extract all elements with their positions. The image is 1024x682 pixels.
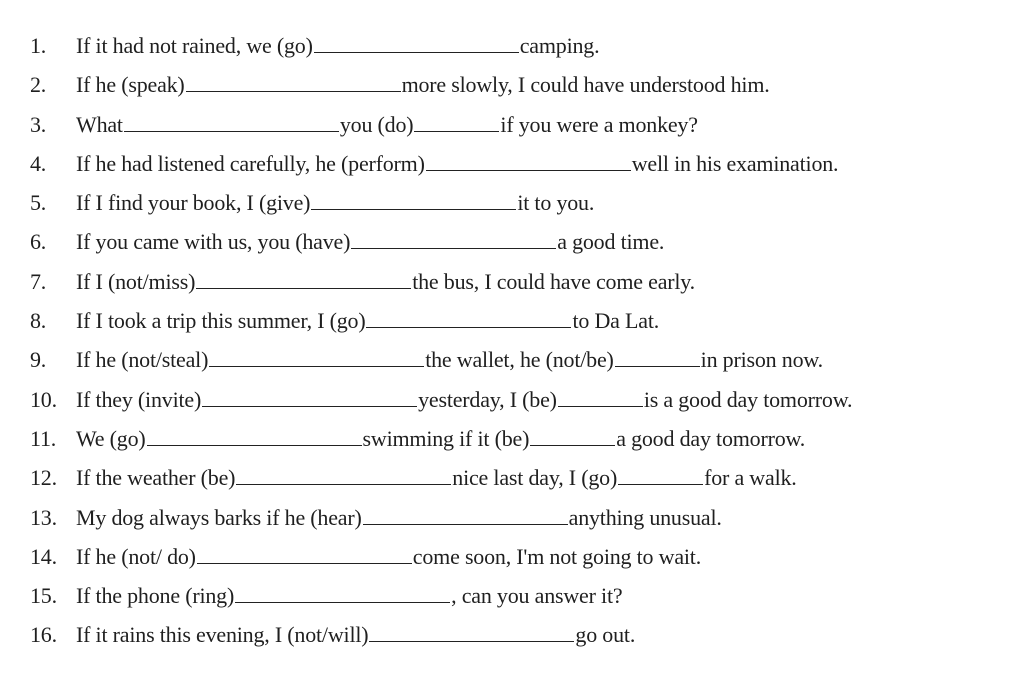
item-number: 2.	[30, 72, 47, 98]
answer-blank[interactable]	[314, 51, 519, 53]
sentence-text: If it rains this evening, I (not/will)	[76, 622, 369, 648]
exercise-item	[30, 301, 1010, 340]
sentence-text: If I took a trip this summer, I (go)	[76, 308, 366, 334]
item-sentence	[76, 262, 695, 301]
sentence-text: What	[76, 111, 123, 137]
exercise-item	[30, 26, 1010, 65]
exercise-item	[30, 262, 1010, 301]
exercise-item	[30, 183, 1010, 222]
sentence-text: anything unusual.	[568, 504, 722, 530]
sentence-text: come soon, I'm not going to wait.	[412, 543, 702, 569]
sentence-text: a good day tomorrow.	[616, 425, 806, 451]
item-sentence	[76, 458, 797, 497]
sentence-text: My dog always barks if he (hear)	[76, 504, 362, 530]
exercise-item	[30, 498, 1010, 537]
item-sentence	[76, 340, 823, 379]
answer-blank[interactable]	[366, 326, 571, 328]
sentence-text: , can you answer it?	[451, 583, 623, 609]
exercise-item	[30, 576, 1010, 615]
exercise-item	[30, 65, 1010, 104]
answer-blank[interactable]	[124, 130, 339, 132]
exercise-item	[30, 419, 1010, 458]
answer-blank[interactable]	[147, 444, 362, 446]
sentence-text: If they (invite)	[76, 386, 202, 412]
item-sentence	[76, 380, 852, 419]
exercise-item	[30, 537, 1010, 576]
answer-blank[interactable]	[558, 405, 643, 407]
answer-blank[interactable]	[369, 640, 574, 642]
sentence-text: is a good day tomorrow.	[643, 386, 853, 412]
sentence-text: If I find your book, I (give)	[76, 190, 311, 216]
answer-blank[interactable]	[615, 365, 700, 367]
sentence-text: go out.	[575, 622, 636, 648]
item-sentence	[76, 183, 594, 222]
sentence-text: If he (speak)	[76, 72, 185, 98]
item-number: 3.	[30, 111, 47, 137]
sentence-text: for a walk.	[704, 465, 797, 491]
item-sentence	[76, 537, 701, 576]
sentence-text: If he (not/ do)	[76, 543, 196, 569]
sentence-text: in prison now.	[700, 347, 823, 373]
item-number: 12.	[30, 465, 57, 491]
answer-blank[interactable]	[209, 365, 424, 367]
sentence-text: if you were a monkey?	[500, 111, 698, 137]
sentence-text: If he had listened carefully, he (perform)	[76, 150, 425, 176]
item-number: 16.	[30, 622, 57, 648]
sentence-text: If you came with us, you (have)	[76, 229, 351, 255]
answer-blank[interactable]	[414, 130, 499, 132]
answer-blank[interactable]	[186, 90, 401, 92]
item-sentence	[76, 419, 805, 458]
exercise-item	[30, 615, 1010, 654]
answer-blank[interactable]	[197, 562, 412, 564]
sentence-text: the bus, I could have come early.	[412, 268, 695, 294]
item-number: 5.	[30, 190, 47, 216]
item-sentence	[76, 498, 722, 537]
answer-blank[interactable]	[311, 208, 516, 210]
sentence-text: yesterday, I (be)	[418, 386, 557, 412]
item-number: 1.	[30, 33, 47, 58]
item-number: 10.	[30, 386, 57, 412]
answer-blank[interactable]	[426, 169, 631, 171]
exercise-item	[30, 458, 1010, 497]
sentence-text: well in his examination.	[631, 150, 839, 176]
item-number: 9.	[30, 347, 47, 373]
sentence-text: We (go)	[76, 425, 146, 451]
item-number: 11.	[30, 425, 57, 451]
sentence-text: it to you.	[517, 190, 595, 216]
item-sentence	[76, 26, 599, 65]
answer-blank[interactable]	[196, 287, 411, 289]
answer-blank[interactable]	[530, 444, 615, 446]
sentence-text: a good time.	[557, 229, 665, 255]
sentence-text: camping.	[519, 33, 600, 58]
sentence-text: swimming if it (be)	[362, 425, 530, 451]
exercise-item	[30, 380, 1010, 419]
item-sentence	[76, 65, 770, 104]
sentence-text: you (do)	[339, 111, 414, 137]
sentence-text: nice last day, I (go)	[452, 465, 618, 491]
item-sentence	[76, 576, 622, 615]
sentence-text: If I (not/miss)	[76, 268, 196, 294]
answer-blank[interactable]	[236, 483, 451, 485]
worksheet	[30, 26, 1010, 655]
answer-blank[interactable]	[618, 483, 703, 485]
sentence-text: more slowly, I could have understood him.	[401, 72, 770, 98]
exercise-item	[30, 144, 1010, 183]
exercise-item	[30, 222, 1010, 261]
item-number: 15.	[30, 583, 57, 609]
sentence-text: to Da Lat.	[572, 308, 660, 334]
answer-blank[interactable]	[363, 523, 568, 525]
item-sentence	[76, 144, 838, 183]
exercise-item	[30, 340, 1010, 379]
answer-blank[interactable]	[202, 405, 417, 407]
item-sentence	[76, 301, 659, 340]
sentence-text: If it had not rained, we (go)	[76, 33, 313, 58]
item-number: 8.	[30, 308, 47, 334]
sentence-text: If the phone (ring)	[76, 583, 235, 609]
answer-blank[interactable]	[351, 247, 556, 249]
item-number: 13.	[30, 504, 57, 530]
item-sentence	[76, 615, 635, 654]
item-number: 7.	[30, 268, 47, 294]
item-number: 4.	[30, 150, 47, 176]
item-number: 14.	[30, 543, 57, 569]
item-sentence	[76, 222, 664, 261]
exercise-item	[30, 105, 1010, 144]
item-sentence	[76, 105, 698, 144]
sentence-text: the wallet, he (not/be)	[425, 347, 614, 373]
item-number: 6.	[30, 229, 47, 255]
sentence-text: If he (not/steal)	[76, 347, 209, 373]
answer-blank[interactable]	[235, 601, 450, 603]
sentence-text: If the weather (be)	[76, 465, 236, 491]
